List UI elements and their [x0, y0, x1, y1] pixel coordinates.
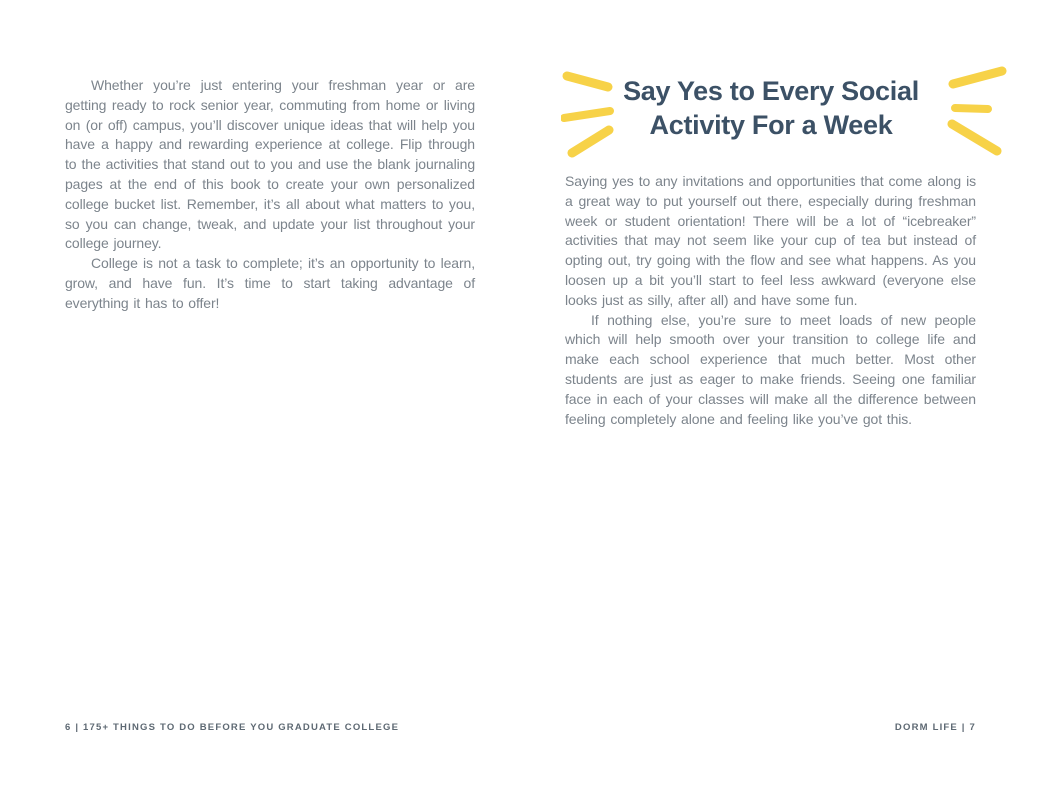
body-paragraph: Saying yes to any invitations and opportunities that come along is a great way to put yourself out there, especially during freshman week or student orientation! There will be a lot of “icebreaker” activities that may not seem like your cup of tea but instead of opting out, try going with the flow and see what happens. As you loosen up a bit you’ll start to feel less awkward (everyone else looks just as silly, after all) and have some fun.: [565, 173, 976, 308]
body-paragraph: College is not a task to complete; it’s an opportunity to learn, grow, and have fun. It’s time to start taking advantage of everything it has to offer!: [65, 255, 475, 311]
chapter-header: [565, 60, 977, 170]
chapter-title-line1: Say Yes to Every Social: [623, 76, 919, 106]
left-page-footer: 6 | 175+ THINGS TO DO BEFORE YOU GRADUATE COLLEGE: [65, 722, 400, 733]
right-page-text: [565, 172, 976, 429]
chapter-title-line2: Activity For a Week: [649, 110, 893, 140]
body-paragraph: Whether you’re just entering your freshman year or are getting ready to rock senior year, commuting from home or living on (or off) campus, you’ll discover unique ideas that will help you have a happy and rewarding experience at college. Flip through to the activities that stand out to you and use the blank journaling pages at the end of this book to create your own personalized college bucket list. Remember, it’s all about what matters to you, so you can change, tweak, and update your list throughout your college journey.: [65, 77, 475, 252]
body-paragraph: If nothing else, you’re sure to meet loads of new people which will help smooth over your transition to college life and make each school experience that much better. Most other students are just as eager to make friends. Seeing one familiar face in each of your classes will make all the difference between feeling completely alone and feeling like you’ve got this.: [565, 311, 976, 427]
sunburst-right-icon: [941, 65, 1007, 157]
left-page-text: [65, 76, 475, 314]
right-page-footer: DORM LIFE | 7: [894, 722, 976, 733]
chapter-title: [565, 74, 977, 142]
